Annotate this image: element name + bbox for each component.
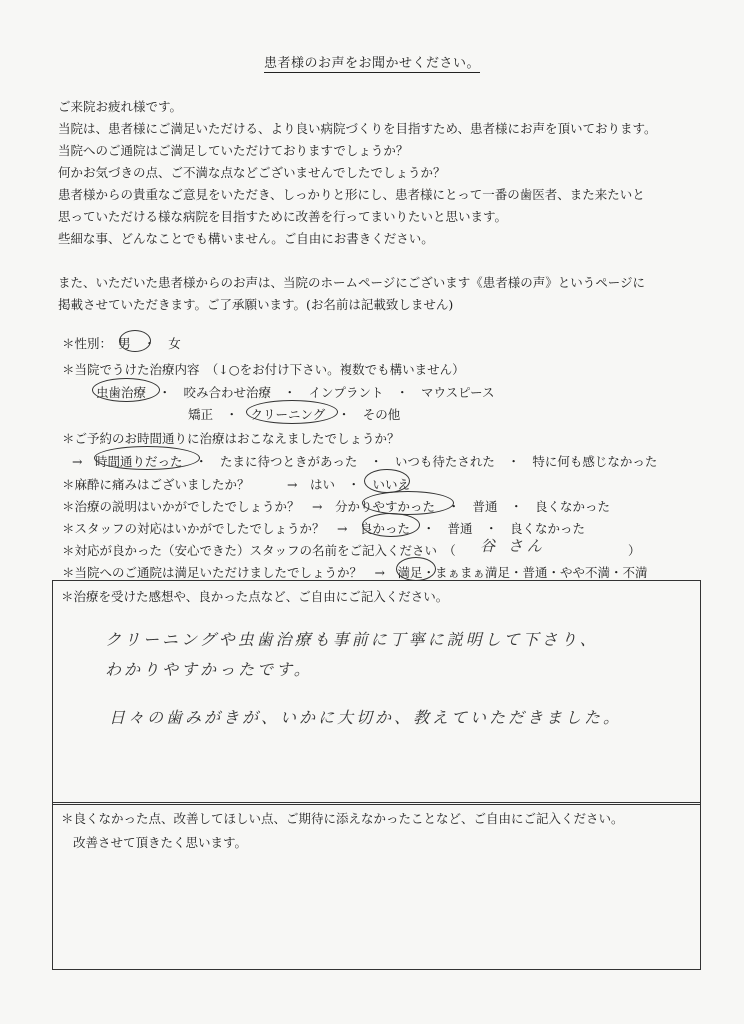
intro-line: 些細な事、どんなことでも構いません。ご自由にお書きください。 [58,231,434,246]
handwritten-comment: 日々の歯みがきが、いかに大切か、教えていただきました。 [109,708,623,727]
staff-name-field[interactable]: 谷 さん [480,537,546,555]
intro-line: 当院へのご通院はご満足していただけておりますでしょうか？ [58,143,409,158]
comments-bad-label: ＊良くなかった点、改善してほしい点、ご期待に添えなかったことなど、ご自由にご記入ください。 [61,811,624,826]
answer-circle [246,400,338,424]
answer-circle [94,446,200,470]
treatment-options-row1[interactable]: 虫歯治療 ・ 咬み合わせ治療 ・ インプラント ・ マウスピース [96,385,495,400]
question-staff-name: ＊対応が良かった（安心できた）スタッフの名前をご記入ください （ [62,543,456,558]
intro-line: 思っていただける様な病院を目指すために改善を行ってまいりたいと思います。 [58,209,508,224]
title-text: 患者様のお声をお聞かせください。 [263,56,480,71]
comments-good-label: ＊治療を受けた感想や、良かった点など、ご自由にご記入ください。 [61,589,449,604]
handwritten-comment: クリーニングや虫歯治療も事前に丁寧に説明して下さり、 [105,630,599,649]
question-ontime: ＊ご予約のお時間通りに治療はおこなえましたでしょうか？ [62,431,400,446]
question-gender[interactable]: ＊性別： 男 ・ 女 [62,336,181,351]
answer-circle [396,557,436,581]
intro-line: 患者様からの貴重なご意見をいただき、しっかりと形にし、患者様にとって一番の歯医者、また来たいと [58,187,645,202]
question-treatment: ＊当院でうけた治療内容 （↓○をお付け下さい。複数でも構いません） [62,362,465,377]
intro-line: また、いただいた患者様からのお声は、当院のホームページにございます《患者様の声》というページに [58,275,646,290]
intro-line: ご来院お疲れ様です。 [58,99,183,114]
treatment-options-row2[interactable]: 矯正 ・ クリーニング ・ その他 [188,407,401,422]
answer-circle [92,378,160,402]
intro-text [58,96,718,316]
question-explain[interactable]: ＊治療の説明はいかがでしたでしょうか？ → 分かりやすかった ・ 普通 ・ 良くなかった [62,499,610,514]
handwritten-comment: わかりやすかったです。 [105,660,313,679]
intro-line: 当院は、患者様にご満足いただける、より良い病院づくりを目指すため、患者様にお声を頂いております。 [58,121,657,136]
comments-bad-box[interactable] [52,802,701,970]
ontime-options[interactable]: → 時間通りだった ・ たまに待つときがあった ・ いつも待たされた ・ 特に何も感じなかった [72,454,658,469]
answer-circle [364,469,410,493]
comments-good-box[interactable] [52,580,701,805]
answer-circle [362,513,420,537]
answer-circle [119,330,151,352]
question-staff[interactable]: ＊スタッフの対応はいかがでしたでしょうか？ → 良かった ・ 普通 ・ 良くなかった [62,521,585,536]
comments-bad-label-2: 改善させて頂きたく思います。 [73,835,248,850]
intro-line: 掲載させていただきます。ご了承願います。(お名前は記載致しません) [58,297,454,312]
intro-line: 何かお気づきの点、ご不満な点などございませんでしたでしょうか？ [58,165,446,180]
answer-circle [362,491,454,515]
staff-name-close: ） [628,543,641,558]
question-pain[interactable]: ＊麻酔に痛みはございましたか？ → はい ・ いいえ [62,477,410,492]
page-title [0,52,744,71]
question-satisfaction[interactable]: ＊当院へのご通院は満足いただけましたでしょうか？ → 満足・まぁまぁ満足・普通・やや不満・不満 [62,565,648,580]
